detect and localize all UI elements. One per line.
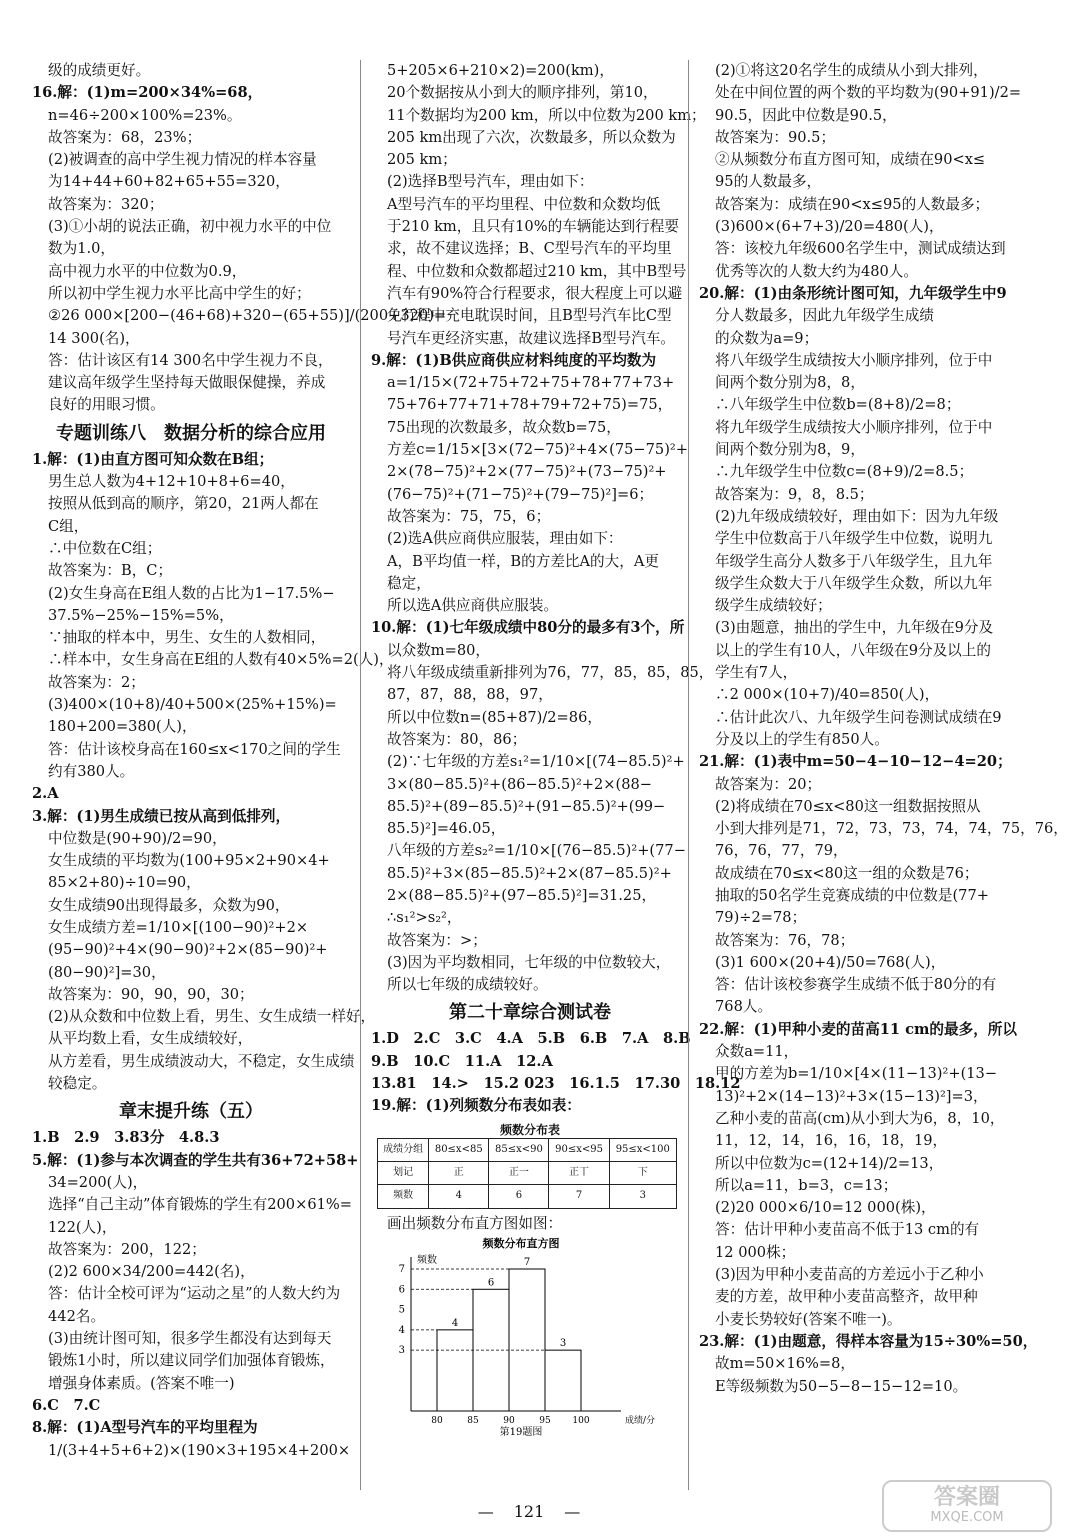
x-tick-label: 85 (467, 1415, 479, 1426)
text-line: 的众数为a=9； (715, 329, 819, 347)
text-line: 良好的用眼习惯。 (48, 396, 165, 414)
text-line: 85.5)²]=46.05， (387, 820, 506, 838)
table-cell: 正 (429, 1161, 489, 1184)
bar-value-label: 3 (559, 1337, 567, 1349)
column-right (688, 60, 1068, 1490)
table-cell: 85≤x<90 (489, 1138, 549, 1161)
text-line: 76，76，77，79， (715, 842, 848, 860)
y-tick-label: 4 (398, 1324, 405, 1336)
text-line: 较稳定。 (48, 1075, 107, 1093)
text-line: (3)因为平均数相同，七年级的中位数较大， (387, 953, 671, 971)
text-line: 34=200(人)， (48, 1173, 148, 1191)
text-line: ∴估计此次八、九年级学生问卷测试成绩在9 (715, 708, 1002, 726)
text-line: 20个数据按从小到大的顺序排列，第10， (387, 84, 658, 102)
text-line: 选择“自己主动”体育锻炼的学生有200×61%= (48, 1196, 352, 1214)
text-line: ∴九年级学生中位数c=(8+9)/2=8.5； (715, 463, 974, 481)
text-line: 故答案为：2； (48, 673, 145, 691)
table-row-header (378, 1138, 677, 1161)
text-line: 将八年级成绩重新排列为76，77，85，85，85， (387, 664, 714, 682)
text-line: 中位数是(90+90)/2=90， (48, 829, 227, 847)
text-line: (3)400×(10+8)/40+500×(25%+15%)= (48, 696, 337, 714)
text-line: 方差c=1/15×[3×(72−75)²+4×(75−75)²+ (387, 441, 688, 459)
page-number: — 121 — (477, 1502, 581, 1521)
text-line: 女生成绩方差=1/10×[(100−90)²+2× (48, 918, 309, 936)
text-line: 12 000株； (715, 1243, 796, 1261)
text-line: 6.C 7.C (32, 1396, 101, 1414)
text-line: 所以七年级的成绩较好。 (387, 976, 548, 994)
text-line: ∴s₁²>s₂²， (387, 909, 462, 927)
text-line: (3)因为甲种小麦苗高的方差远小于乙种小 (715, 1266, 984, 1284)
table-row-count (378, 1185, 677, 1208)
text-line: 5+205×6+210×2)=200(km)， (387, 62, 614, 79)
text-line: (80−90)²]=30， (48, 963, 166, 981)
text-line: 122(人)， (48, 1218, 117, 1236)
text-line: (2)20 000×6/10=12 000(株)， (715, 1199, 936, 1217)
text-line: 故答案为：B，C； (48, 562, 173, 580)
text-line: 205 km出现了六次，次数最多，所以众数为 (387, 128, 676, 146)
histogram-chart (371, 1235, 671, 1438)
y-tick-label: 3 (398, 1344, 405, 1356)
text-line: 间两个数分别为8，9， (715, 441, 865, 459)
text-line: ②从频数分布直方图可知，成绩在90<x≤ (715, 151, 986, 169)
text-line: 37.5%−25%−15%=5%， (48, 606, 234, 624)
section-heading: 第二十章综合测试卷 (449, 1002, 611, 1024)
text-line: 答：估计该校身高在160≤x<170之间的学生 (48, 740, 341, 758)
text-line: 2.A (32, 785, 59, 803)
text-line: 1.B 2.9 3.83分 4.8.3 (32, 1129, 220, 1147)
text-line: 故答案为：>； (387, 931, 487, 949)
text-line: 建议高年级学生坚持每天做眼保健操，养成 (48, 374, 326, 392)
text-line: 众数a=11， (715, 1043, 799, 1061)
x-tick-label: 90 (503, 1415, 515, 1426)
text-line: 答：估计该区有14 300名中学生视力不良， (48, 351, 333, 369)
text-line: ∴样本中，女生身高在E组的人数有40×5%=2(人)， (48, 651, 394, 669)
text-line: 级学生成绩较好； (715, 597, 832, 615)
text-line: 麦的方差，故甲种小麦苗高整齐，故甲种 (715, 1288, 978, 1306)
text-line: (76−75)²+(71−75)²+(79−75)²]=6； (387, 485, 654, 503)
text-line: 11个数据均为200 km，所以中位数为200 km； (387, 106, 706, 124)
text-line: 10.解：(1)七年级成绩中80分的最多有3个，所 (371, 619, 685, 637)
text-line: 8.解：(1)A型号汽车的平均里程为 (32, 1419, 258, 1437)
text-line: 所以初中学生视力水平比高中学生的好； (48, 284, 311, 302)
text-line: 21.解：(1)表中m=50−4−10−12−4=20； (699, 753, 1012, 771)
histogram-bar (545, 1350, 581, 1411)
table-cell: 划记 (378, 1161, 429, 1184)
bar-value-label: 7 (523, 1256, 531, 1268)
text-line: (3)由统计图可知，很多学生都没有达到每天 (48, 1330, 332, 1348)
text-line: 答：估计全校可评为“运动之星”的人数大约为 (48, 1285, 341, 1303)
y-tick-label: 5 (398, 1304, 405, 1316)
y-tick-label: 7 (398, 1263, 405, 1275)
text-line: 号汽车更经济实惠，故建议选择B型号汽车。 (387, 329, 676, 347)
text-line: 故答案为：68，23%； (48, 128, 202, 146)
text-line: 将八年级学生成绩按大小顺序排列，位于中 (715, 351, 993, 369)
table-cell: 90≤x<95 (549, 1138, 609, 1161)
text-line: 间两个数分别为8，8， (715, 374, 865, 392)
text-line: 79)÷2=78； (715, 909, 807, 927)
text-line: 乙种小麦的苗高(cm)从小到大为6，8，10， (715, 1109, 1005, 1127)
text-line: 小麦长势较好(答案不唯一)。 (715, 1310, 902, 1328)
bar-value-label: 4 (451, 1317, 459, 1329)
y-tick-label: 6 (398, 1284, 405, 1296)
text-line: 锻炼1小时，所以建议同学们加强体育锻炼， (48, 1352, 335, 1370)
text-line: 所以中位数n=(85+87)/2=86， (387, 708, 602, 726)
text-line: (3)1 600×(20+4)/50=768(人)， (715, 953, 946, 971)
text-line: (3)由题意，抽出的学生中，九年级在9分及 (715, 619, 994, 637)
frequency-table (377, 1138, 677, 1209)
text-line: 答：该校九年级600名学生中，测试成绩达到 (715, 240, 1006, 258)
text-line: 87，87，88，88，97， (387, 686, 553, 704)
text-line: 稳定， (387, 574, 431, 592)
section-heading: 章末提升练（五） (119, 1101, 263, 1123)
text-line: 免行程中充电耽误时间，且B型号汽车比C型 (387, 307, 672, 325)
text-line: 故答案为：成绩在90<x≤95的人数最多； (715, 195, 990, 213)
watermark-text: 答案圈 (933, 1485, 1000, 1510)
text-line: 故答案为：80，86； (387, 730, 527, 748)
text-line: 85.5)²+3×(85−85.5)²+2×(87−85.5)²+ (387, 864, 672, 882)
text-line: 所以中位数为c=(12+14)/2=13， (715, 1154, 944, 1172)
text-line: 75出现的次数最多，故众数b=75， (387, 418, 621, 436)
text-line: 故答案为：75，75，6； (387, 507, 551, 525)
text-line: 以众数m=80， (387, 641, 491, 659)
text-line: 增强身体素质。(答案不唯一) (48, 1374, 235, 1392)
text-line: (2)被调查的高中学生视力情况的样本容量 (48, 151, 317, 169)
text-line: 程、中位数和众数都超过210 km，其中B型号 (387, 262, 687, 280)
table-cell: 6 (489, 1185, 549, 1208)
watermark-logo (882, 1480, 1052, 1532)
text-line: 故答案为：320； (48, 195, 164, 213)
text-line: 所以a=11，b=3，c=13； (715, 1176, 898, 1194)
text-line: 14 300(名)， (48, 329, 140, 347)
y-axis-label: 频数 (417, 1254, 437, 1266)
text-line: 2×(78−75)²+2×(77−75)²+(73−75)²+ (387, 463, 667, 481)
text-line: 2×(88−85.5)²+(97−85.5)²]=31.25， (387, 886, 657, 904)
frequency-table-title: 频数分布表 (499, 1122, 560, 1137)
table-cell: 正一 (489, 1161, 549, 1184)
text-line: 优秀等次的人数大约为480人。 (715, 262, 918, 280)
text-line: 1/(3+4+5+6+2)×(190×3+195×4+200× (48, 1441, 351, 1459)
text-line: 抽取的50名学生竞赛成绩的中位数是(77+ (715, 886, 989, 904)
text-line: 女生成绩的平均数为(100+95×2+90×4+ (48, 852, 330, 870)
text-line: (3)①小胡的说法正确，初中视力水平的中位 (48, 218, 332, 236)
text-line: 85.5)²+(89−85.5)²+(91−85.5)²+(99− (387, 797, 666, 815)
text-line: 9.解：(1)B供应商供应材料纯度的平均数为 (371, 351, 657, 369)
bar-value-label: 6 (487, 1277, 495, 1289)
watermark-url: MXQE.COM (930, 1510, 1004, 1525)
text-line: n=46÷200×100%=23%。 (48, 106, 242, 124)
table-cell: 80≤x<85 (429, 1138, 489, 1161)
text-line: 约有380人。 (48, 762, 135, 780)
text-line: (2)①将这20名学生的成绩从小到大排列， (715, 62, 988, 79)
text-line: 故答案为：90.5； (715, 128, 836, 146)
text-line: 分人数最多，因此九年级学生成绩 (715, 307, 934, 325)
table-cell: 7 (549, 1185, 609, 1208)
text-line: 768人。 (715, 998, 773, 1016)
column-middle-text (371, 60, 741, 1118)
text-line: ②26 000×[200−(46+68)+320−(65+55)]/(200+320)= (48, 307, 447, 325)
text-line: 故成绩在70≤x<80这一组的众数是76； (715, 864, 979, 882)
text-line: 年级学生高分人数多于八年级学生，且九年 (715, 552, 993, 570)
text-line: (2)选A供应商供应服装，理由如下： (387, 530, 623, 548)
chart-title: 频数分布直方图 (482, 1236, 560, 1250)
text-line: 答：估计甲种小麦苗高不低于13 cm的有 (715, 1221, 980, 1239)
text-line: 3×(80−85.5)²+(86−85.5)²+2×(88− (387, 775, 653, 793)
text-line: 以上的学生有10人，八年级在9分及以上的 (715, 641, 991, 659)
table-cell: 下 (609, 1161, 676, 1184)
table-cell: 频数 (378, 1185, 429, 1208)
text-line: 23.解：(1)由题意，得样本容量为15÷30%=50， (699, 1332, 1038, 1350)
text-line: 从平均数上看，女生成绩较好， (48, 1030, 253, 1048)
text-line: 学生有7人， (715, 664, 798, 682)
text-line: 19.解：(1)列频数分布表如表： (371, 1097, 581, 1115)
x-tick-label: 80 (431, 1415, 443, 1426)
text-line: ∴八年级学生中位数b=(8+8)/2=8； (715, 396, 961, 414)
text-line: 3.解：(1)男生成绩已按从高到低排列， (32, 807, 291, 825)
text-line: 所以选A供应商供应服装。 (387, 597, 559, 615)
histogram-intro: 画出频数分布直方图如图： (387, 1214, 563, 1232)
text-line: E等级频数为50−5−8−15−12=10。 (715, 1377, 968, 1395)
section-heading: 专题训练八 数据分析的综合应用 (56, 422, 326, 444)
text-line: 故答案为：90，90，90，30； (48, 985, 254, 1003)
text-line: 1.解：(1)由直方图可知众数在B组； (32, 450, 274, 468)
text-line: 13)²+2×(14−13)²+3×(15−13)²]=3， (715, 1087, 988, 1105)
text-line: A型号汽车的平均里程、中位数和众数均低 (387, 195, 661, 213)
histogram-bar (437, 1330, 473, 1411)
text-line: (2)从众数和中位数上看，男生、女生成绩一样好， (48, 1008, 376, 1026)
text-line: (2)九年级成绩较好，理由如下：因为九年级 (715, 507, 999, 525)
text-line: 级学生众数大于八年级学生众数，所以九年 (715, 574, 993, 592)
text-line: 从方差看，男生成绩波动大，不稳定，女生成绩 (48, 1052, 355, 1070)
text-line: 故答案为：20； (715, 775, 822, 793)
text-line: 故答案为：9，8，8.5； (715, 485, 874, 503)
text-line: 分及以上的学生有850人。 (715, 730, 889, 748)
frequency-table-figure (371, 1122, 689, 1209)
text-line: 20.解：(1)由条形统计图可知，九年级学生中9 (699, 284, 1007, 302)
table-cell: 成绩分组 (378, 1138, 429, 1161)
text-line: 按照从低到高的顺序，第20，21两人都在 (48, 495, 319, 513)
table-cell: 正丅 (549, 1161, 609, 1184)
text-line: ∴2 000×(10+7)/40=850(人)， (715, 686, 940, 704)
table-cell: 3 (609, 1185, 676, 1208)
text-line: 女生成绩90出现得最多，众数为90， (48, 896, 290, 914)
text-line: 13.81 14.> 15.2 023 16.1.5 17.30 18.12 (371, 1075, 741, 1093)
text-line: (2)选择B型号汽车，理由如下： (387, 173, 594, 191)
text-line: ∴中位数在C组； (48, 539, 162, 557)
text-line: 为14+44+60+82+65+55=320， (48, 173, 290, 191)
x-axis-label: 成绩/分 (625, 1415, 656, 1426)
text-line: 男生总人数为4+12+10+8+6=40， (48, 473, 295, 491)
text-line: a=1/15×(72+75+72+75+78+77+73+ (387, 374, 675, 392)
text-line: (95−90)²+4×(90−90)²+2×(85−90)²+ (48, 941, 328, 959)
text-line: 180+200=380(人)， (48, 718, 197, 736)
text-line: 22.解：(1)甲种小麦的苗高11 cm的最多，所以 (699, 1020, 1017, 1038)
text-line: 90.5，因此中位数是90.5， (715, 106, 897, 124)
text-line: 5.解：(1)参与本次调查的学生共有36+72+58+ (32, 1151, 359, 1169)
text-line: 答：估计该校参赛学生成绩不低于80分的有 (715, 976, 997, 994)
text-line: 于210 km，且只有10%的车辆能达到行程要 (387, 218, 679, 236)
table-cell: 95≤x<100 (609, 1138, 676, 1161)
text-line: (2)将成绩在70≤x<80这一组数据按照从 (715, 797, 981, 815)
text-line: 学生中位数高于八年级学生中位数，说明九 (715, 530, 993, 548)
text-line: 数为1.0， (48, 240, 115, 258)
text-line: 甲的方差为b=1/10×[4×(11−13)²+(13− (715, 1065, 998, 1083)
text-line: 求，故不建议选择；B、C型号汽车的平均里 (387, 240, 672, 258)
text-line: 八年级的方差s₂²=1/10×[(76−85.5)²+(77− (387, 842, 686, 860)
text-line: (2)∵七年级的方差s₁²=1/10×[(74−85.5)²+ (387, 753, 685, 771)
text-line: 11，12，14，16，16，18，19， (715, 1132, 948, 1150)
figure-caption: 第19题图 (499, 1426, 543, 1438)
text-line: 75+76+77+71+78+79+72+75)=75， (387, 396, 673, 414)
table-cell: 4 (429, 1185, 489, 1208)
text-line: ∵抽取的样本中，男生、女生的人数相同， (48, 629, 326, 647)
text-line: 处在中间位置的两个数的平均数为(90+91)/2= (715, 84, 1022, 102)
column-middle (360, 60, 741, 1490)
x-tick-label: 95 (539, 1415, 551, 1426)
text-line: 高中视力水平的中位数为0.9， (48, 262, 247, 280)
text-line: 将九年级学生成绩按大小顺序排列，位于中 (715, 418, 993, 436)
text-line: 205 km； (387, 151, 457, 169)
text-line: 级的成绩更好。 (48, 62, 151, 79)
text-line: 故m=50×16%=8， (715, 1355, 856, 1373)
text-line: 故答案为：200，122； (48, 1240, 206, 1258)
text-line: 1.D 2.C 3.C 4.A 5.B 6.B 7.A 8.B (371, 1030, 691, 1048)
text-line: 9.B 10.C 11.A 12.A (371, 1052, 553, 1070)
text-line: 95的人数最多， (715, 173, 822, 191)
text-line: 442名。 (48, 1307, 106, 1325)
text-line: (3)600×(6+7+3)/20=480(人)， (715, 218, 944, 236)
histogram-bar (509, 1269, 545, 1411)
x-tick-label: 100 (572, 1415, 590, 1426)
text-line: 汽车有90%符合行程要求，很大程度上可以避 (387, 284, 683, 302)
text-line: C组， (48, 517, 89, 535)
text-line: 16.解：(1)m=200×34%=68， (32, 84, 263, 102)
text-line: 小到大排列是71，72，73，73，74，74，75，76， (715, 820, 1068, 838)
text-line: (2)2 600×34/200=442(名)， (48, 1263, 255, 1281)
text-line: (2)女生身高在E组人数的占比为1−17.5%− (48, 584, 335, 602)
table-row-tally (378, 1161, 677, 1184)
text-line: A，B平均值一样，B的方差比A的大，A更 (387, 552, 659, 570)
text-line: 85×2+80)÷10=90， (48, 874, 201, 892)
text-line: 故答案为：76，78； (715, 931, 855, 949)
